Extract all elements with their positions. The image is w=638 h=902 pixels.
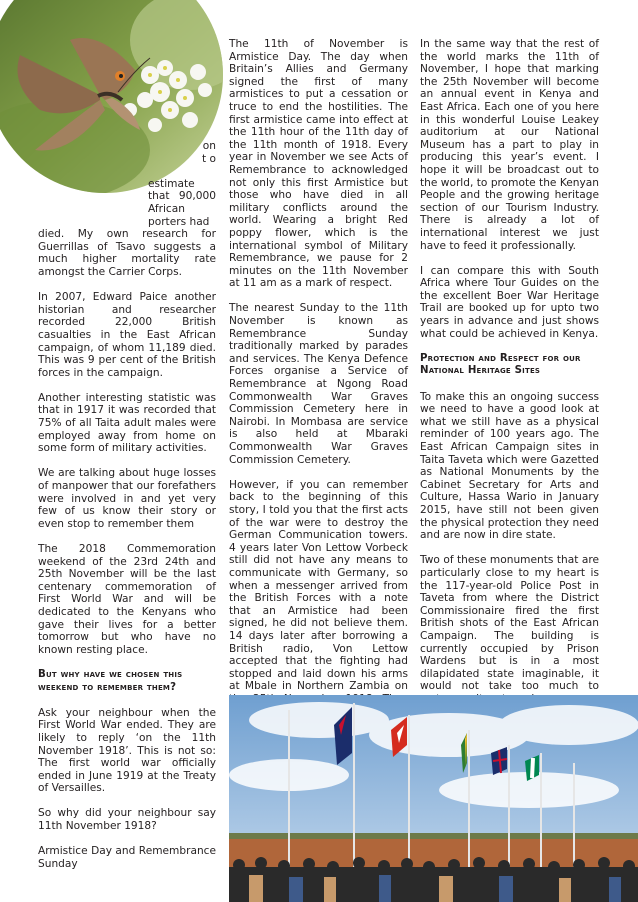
section-heading-protection: Protection and Respect for our National Heritage Sites xyxy=(420,352,581,377)
paragraph-monuments: Two of these monuments that are particularly close to my heart is the 117-year-old Police Post in Taveta from where the District Commissionaire fired the first British shots of the East African Campaign. The building is currently occupied by Prison Wardens but is in a most dilapidated state imaginable, it would not take too much to xyxy=(420,554,599,693)
column-middle xyxy=(229,38,408,743)
paragraph-remembrance-sunday: The nearest Sunday to the 11th November is known as Remembrance Sunday traditionally marked by parades and services. The Kenya Defence Forces organise a Service of Remembrance at Ngong Road Commonwealth War Graves Commission Cemetery here in Nairobi. In Mombasa are service is also held at Mbaraki Commonwealth War Graves Commission Cemetery. xyxy=(229,302,408,466)
section-heading-why-weekend: But why have we chosen this weekend to remember them? xyxy=(38,668,183,693)
paragraph-armistice-remembrance: Armistice Day and Remembrance Sunday xyxy=(38,845,216,870)
wrap-fragment-to: t o xyxy=(201,152,216,165)
paragraph-porters-rest: died. My own research for Guerrillas of Tsavo suggests a much higher mortality rate amongst the Carrier Corps. xyxy=(38,228,216,278)
paragraph-ongoing-success: To make this an ongoing success we need to have a good look at what we still have as a physical reminder of 100 years ago. The East African Campaign sites in Taita Taveta which were Gazetted as National Monuments by the Cabinet Secretary for Arts and Culture, Hassa Wario in January 2015, have still not been given the physical protection they need and are now in dire state. xyxy=(420,390,599,542)
paragraph-taita-statistic: Another interesting statistic was that in 1917 it was recorded that 75% of all Taita adult males were employed away from home on some form of military activities. xyxy=(38,391,216,455)
paragraph-von-lettow: However, if you can remember back to the beginning of this story, I told you that the first acts of the war were to destroy the German Communication towers. 4 years later Von Lettow Vorbeck still did not have any means to communicate with Germany, so when a messenger arrived from the British Forces with a note that an Armistice had been signed, he did not believe them. 14 days later after borrowing a British radio, Von Lettow accepted that the fighting had stopped and laid down his arms at Mbale in Northern Zambia on xyxy=(229,478,408,693)
paragraph-why-11th: So why did your neighbour say 11th November 1918? xyxy=(38,807,216,833)
paragraph-south-africa: I can compare this with South Africa where Tour Guides on the the excellent Boer War Heritage Trail are booked up for upto two years in advance and just shows what could be achieved in Kenya. xyxy=(420,264,599,340)
paragraph-porters-lead: estimate that 90,000 African porters had xyxy=(148,177,216,228)
paragraph-ask-neighbour: Ask your neighbour when the First World War ended. They are likely to reply ‘on the 11th November 1918’. This is not so: The first world war officially ended in June 1919 at the Treaty of Versailles. xyxy=(38,706,216,795)
paragraph-25th-november: In the same way that the rest of the world marks the 11th of November, I hope that marking the 25th November will become an annual event in Kenya and East Africa. Each one of you here in this wonderful Louise Leakey auditorium at our National Museum has a part to play in producing this year’s event. I hope it will be broadcast out to the world, to promote the Kenyan People and the growing heritage section of our Tourism Industry. There is already a lot of international interest we just have to feed it professionally. xyxy=(420,38,599,252)
paragraph-british-casualties: In 2007, Edward Paice another historian and researcher recorded 22,000 British casualties in the East African campaign, of whom 11,189 died. This was 9 per cent of the British forces in the campaign. xyxy=(38,291,216,379)
paragraph-manpower-losses: We are talking about huge losses of manpower that our forefathers were involved in and yet very few of us know their story or even stop to remember them xyxy=(38,467,216,530)
paragraph-armistice-day: The 11th of November is Armistice Day. The day when Britain’s Allies and Germany signed the first of many armistices to put a cessation or truce to end the hostilities. The first armistice came into effect at the 11th hour of the 11th day of the 11th month of 1918. Every year in November we see Acts of Remembrance to acknowledged not only this first Armistice but those who have died in all military conflicts around the world. Wearing a bright Red poppy flower, which is the international symbol of Military Remembrance, we pause for 2 minutes on the 11th November at 11 am as a mark of respect. xyxy=(229,38,408,290)
flags-ceremony-photo xyxy=(229,695,638,902)
wrap-fragment-on: on xyxy=(202,140,216,152)
paragraph-commemoration-weekend: The 2018 Commemoration weekend of the 23rd 24th and 25th November will be the last centenary commemoration of First World War and will be dedicated to the Kenyans who gave their lives for a better tomorrow but who have no known resting place. xyxy=(38,543,216,656)
column-left xyxy=(38,140,216,883)
column-right xyxy=(420,38,599,731)
